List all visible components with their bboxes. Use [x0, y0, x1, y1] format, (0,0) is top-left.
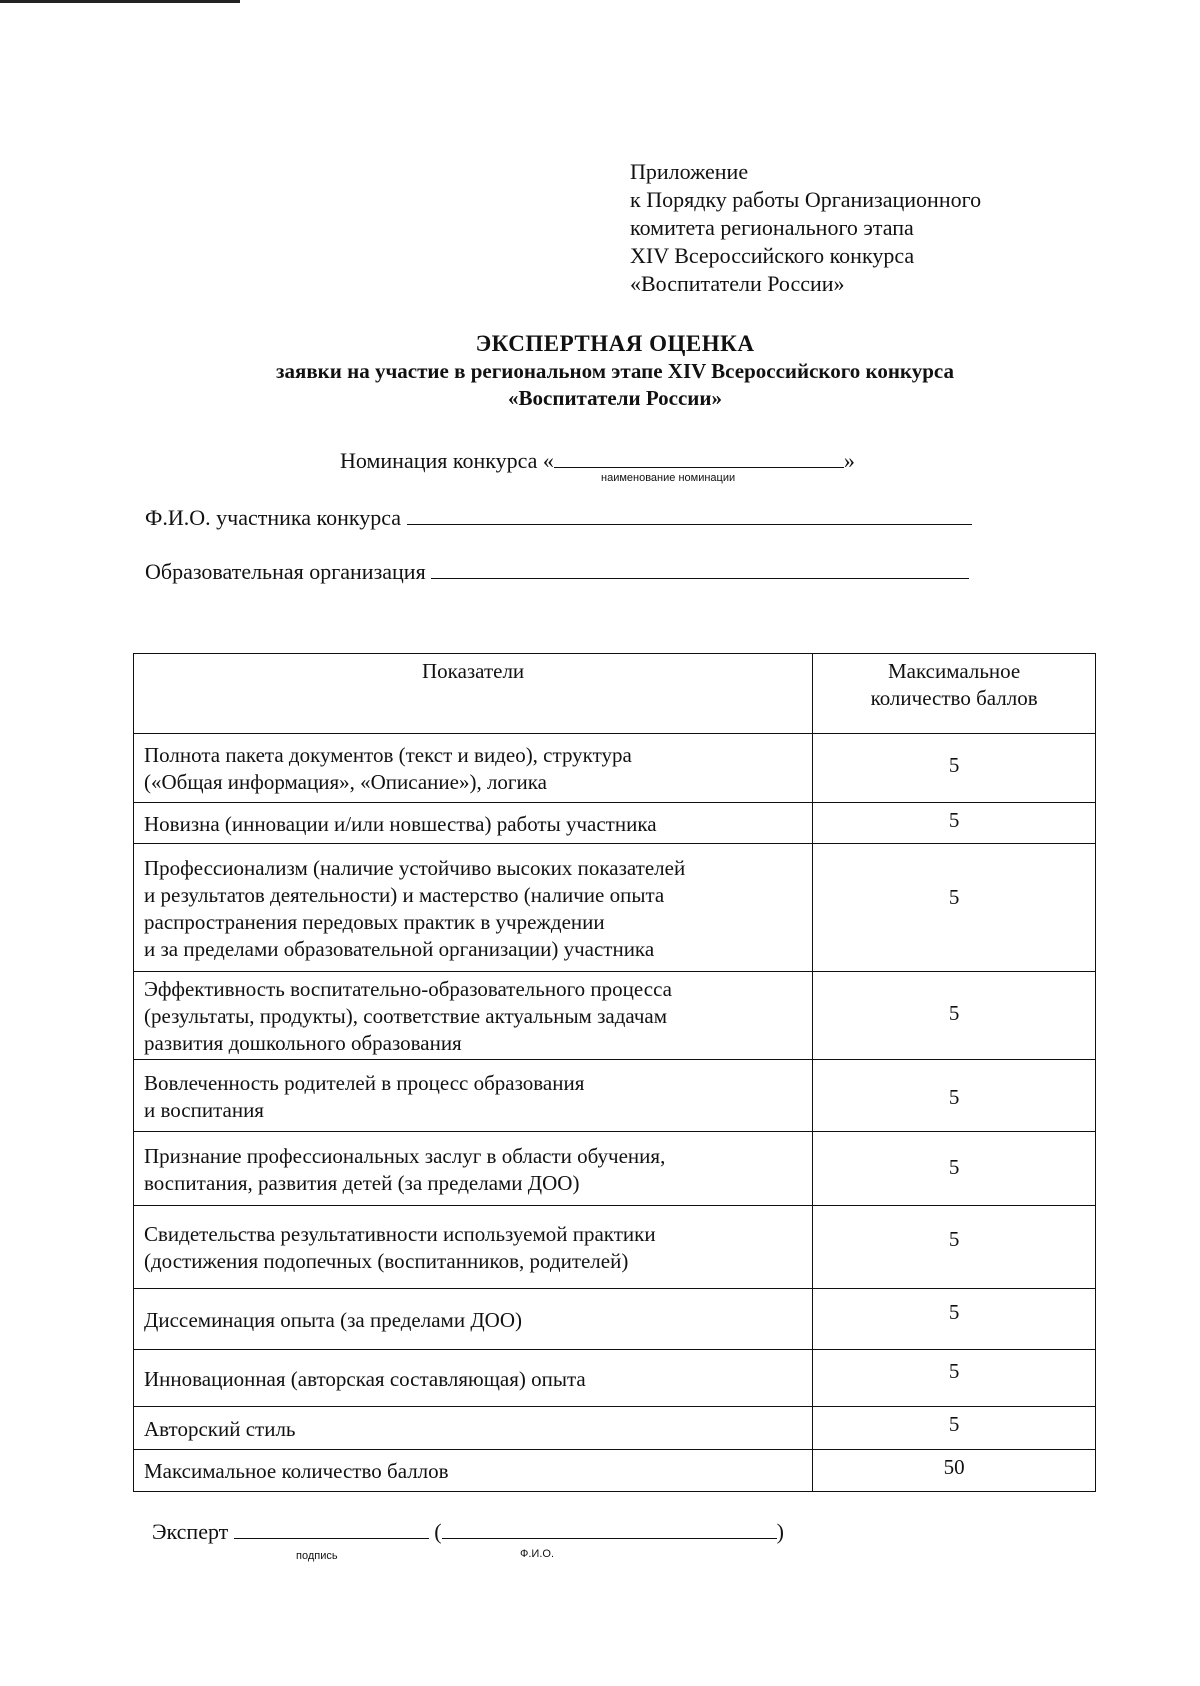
open-paren: (	[434, 1519, 442, 1544]
organization-blank[interactable]	[431, 556, 969, 579]
nomination-caption: наименование номинации	[601, 472, 736, 484]
scoring-table	[133, 653, 1096, 1492]
indicator-line: (результаты, продукты), соответствие актуальным задачам	[144, 1004, 668, 1028]
table-row	[134, 1132, 1096, 1206]
points-cell: 5	[813, 1350, 1096, 1407]
participant-blank[interactable]	[407, 502, 972, 525]
points-cell-total: 50	[813, 1450, 1096, 1492]
indicator-line: Эффективность воспитательно-образовательного процесса	[144, 977, 672, 1001]
table-row-total	[134, 1450, 1096, 1492]
indicator-cell	[134, 972, 813, 1060]
header-max-points	[813, 654, 1096, 734]
scan-edge-mark	[0, 0, 240, 3]
indicator-line: распространения передовых практик в учреждении	[144, 909, 605, 934]
expert-name-blank[interactable]	[442, 1516, 777, 1539]
points-cell: 5	[813, 1132, 1096, 1206]
appendix-line: комитета регионального этапа	[630, 215, 914, 240]
appendix-line: «Воспитатели России»	[630, 271, 845, 296]
points-cell: 5	[813, 844, 1096, 972]
organization-label: Образовательная организация	[145, 559, 426, 584]
indicator-cell	[134, 1407, 813, 1450]
name-caption: Ф.И.О.	[520, 1548, 554, 1560]
indicator-cell	[134, 1060, 813, 1132]
document-title	[0, 330, 1200, 412]
organization-field	[145, 556, 969, 586]
indicator-cell	[134, 1132, 813, 1206]
points-cell: 5	[813, 972, 1096, 1060]
indicator-line: и воспитания	[144, 1097, 264, 1122]
points-cell: 5	[813, 1060, 1096, 1132]
table-row	[134, 972, 1096, 1060]
indicator-line: Авторский стиль	[144, 1416, 296, 1441]
indicator-cell	[134, 803, 813, 844]
title-subtitle-line-1: заявки на участие в региональном этапе XIV Всероссийского конкурса	[276, 359, 954, 383]
table-row	[134, 803, 1096, 844]
table-row	[134, 1407, 1096, 1450]
title-main: ЭКСПЕРТНАЯ ОЦЕНКА	[475, 331, 755, 356]
indicator-cell	[134, 734, 813, 803]
table-row	[134, 1060, 1096, 1132]
header-max-line: количество баллов	[870, 686, 1038, 710]
indicator-line: Инновационная (авторская составляющая) опыта	[144, 1366, 586, 1391]
points-cell: 5	[813, 1289, 1096, 1350]
participant-label: Ф.И.О. участника конкурса	[145, 505, 402, 530]
expert-label: Эксперт	[152, 1519, 229, 1544]
appendix-line: XIV Всероссийского конкурса	[630, 243, 915, 268]
signature-blank[interactable]	[234, 1516, 429, 1539]
indicator-line: и за пределами образовательной организации) участника	[144, 936, 655, 961]
indicator-line: развития дошкольного образования	[144, 1031, 462, 1055]
points-cell: 5	[813, 1407, 1096, 1450]
indicator-line: и результатов деятельности) и мастерство (наличие опыта	[144, 882, 665, 907]
indicator-line: Вовлеченность родителей в процесс образования	[144, 1070, 585, 1095]
indicator-cell	[134, 1206, 813, 1289]
close-paren: )	[776, 1519, 784, 1544]
table-row	[134, 1289, 1096, 1350]
indicator-cell	[134, 1350, 813, 1407]
header-indicators: Показатели	[134, 654, 813, 734]
indicator-cell	[134, 844, 813, 972]
signature-caption: подпись	[296, 1550, 338, 1562]
table-header-row	[134, 654, 1096, 734]
expert-signature-line	[152, 1516, 784, 1546]
appendix-note	[630, 158, 981, 298]
indicator-line: Свидетельства результативности используемой практики	[144, 1222, 656, 1246]
points-cell: 5	[813, 803, 1096, 844]
indicator-line: Новизна (инновации и/или новшества) работы участника	[144, 811, 657, 836]
appendix-line: Приложение	[630, 159, 749, 184]
appendix-line: к Порядку работы Организационного	[630, 187, 982, 212]
table-row	[134, 1206, 1096, 1289]
nomination-close-quote: »	[843, 448, 855, 473]
indicator-line: (достижения подопечных (воспитанников, родителей)	[144, 1249, 629, 1273]
indicator-line: воспитания, развития детей (за пределами ДОО)	[144, 1170, 580, 1195]
table-row	[134, 734, 1096, 803]
indicator-cell	[134, 1289, 813, 1350]
indicator-line: Признание профессиональных заслуг в области обучения,	[144, 1143, 666, 1168]
points-cell: 5	[813, 734, 1096, 803]
indicator-line: («Общая информация», «Описание»), логика	[144, 770, 547, 794]
points-cell: 5	[813, 1206, 1096, 1289]
header-max-line: Максимальное	[887, 659, 1021, 683]
nomination-label: Номинация конкурса «	[340, 448, 554, 473]
indicator-line: Диссеминация опыта (за пределами ДОО)	[144, 1307, 522, 1332]
indicator-cell	[134, 1450, 813, 1492]
table-row	[134, 1350, 1096, 1407]
table-row	[134, 844, 1096, 972]
participant-field	[145, 502, 972, 532]
nomination-field	[340, 445, 855, 475]
indicator-line: Полнота пакета документов (текст и видео), структура	[144, 743, 632, 767]
indicator-line: Максимальное количество баллов	[144, 1459, 449, 1483]
indicator-line: Профессионализм (наличие устойчиво высоких показателей	[144, 855, 686, 880]
nomination-blank[interactable]	[554, 445, 844, 468]
title-subtitle-line-2: «Воспитатели России»	[508, 386, 722, 410]
